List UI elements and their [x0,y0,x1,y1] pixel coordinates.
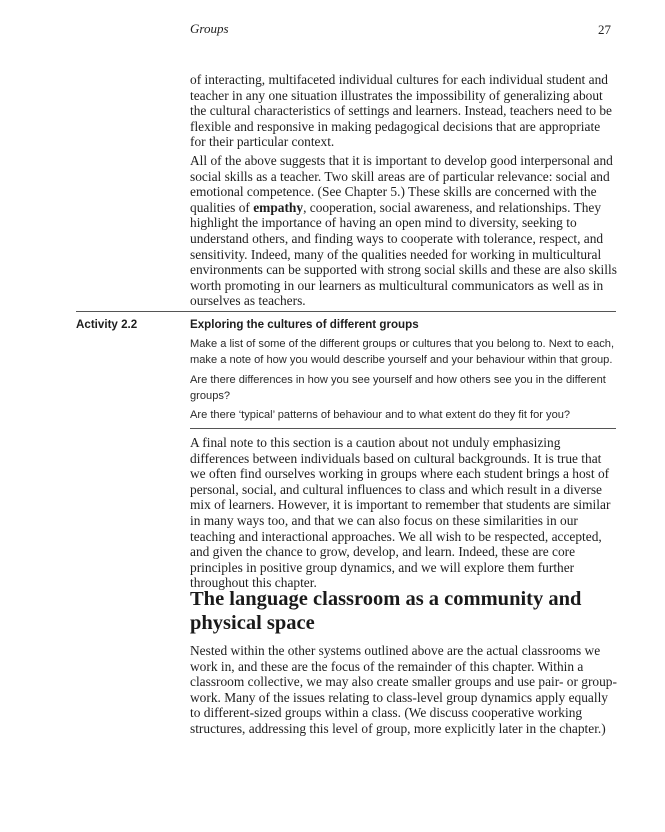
activity-title: Exploring the cultures of different groups [190,318,419,331]
intro-paragraph-2-end: , cooperation, social awareness, and relationships. They highlight the importance of having an open mind to diversity, seeking to understand others, and finding ways to cooperate with tolerance, respect, and sensitivity. Indeed, many of the qualities needed for working in multicultural environments can be supported with strong social skills and these are also skills worth promoting in our learners as multicultural communicators as well as in ourselves as teachers. [190,199,617,309]
section-body-paragraph: Nested within the other systems outlined above are the actual classrooms we work in, and these are the focus of the remainder of this chapter. Within a classroom collective, we may also create smaller groups and use pair- or group-work. Many of the issues relating to class-level group dynamics apply equally to different-sized groups within a class. (We discuss cooperative working structures, addressing this level of group, more explicitly later in the chapter.) [190,643,617,736]
activity-bottom-rule [190,428,616,429]
section-heading: The language classroom as a community and physical space [190,588,582,634]
activity-label: Activity 2.2 [76,318,138,331]
empathy-term: empathy [253,199,304,215]
activity-instruction-2: Are there differences in how you see yourself and how others see you in the different groups? [190,374,606,402]
activity-instruction-3: Are there ‘typical’ patterns of behaviour and to what extent do they fit for you? [190,409,571,421]
running-head: Groups [190,21,229,36]
final-note-paragraph: A final note to this section is a caution about not unduly emphasizing differences between individuals based on cultural backgrounds. It is true that we often find ourselves working in groups where each student brings a host of personal, social, and cultural influences to class and which result in a diverse mix of learners. However, it is important to remember that students are similar in many ways too, and that we can also focus on these similarities in our teaching and interactional approaches. We all wish to be respected, accepted, and given the chance to grow, develop, and learn. Indeed, these are core principles in positive group dynamics, and we will explore them further throughout this chapter. [190,435,611,591]
intro-paragraph-1: of interacting, multifaceted individual cultures for each individual student and teacher in any one situation illustrates the impossibility of generalizing about the cultural characteristics of settings and learners. Instead, teachers need to be flexible and responsive in making pedagogical decisions that are appropriate for their particular context. [190,72,612,150]
page-number: 27 [598,22,611,37]
activity-instruction-1: Make a list of some of the different groups or cultures that you belong to. Next to each, make a note of how you would describe yourself and your behaviour within that group. [190,338,615,366]
activity-top-rule [76,311,616,312]
intro-paragraph-2 [190,153,618,309]
intro-paragraph-2-start: All of the above suggests that it is important to develop good interpersonal and social skills as a teacher. Two skill areas are of particular relevance: social and emotional competence. (See Chapter 5.) These skills are concerned with the qualities of [190,153,613,215]
